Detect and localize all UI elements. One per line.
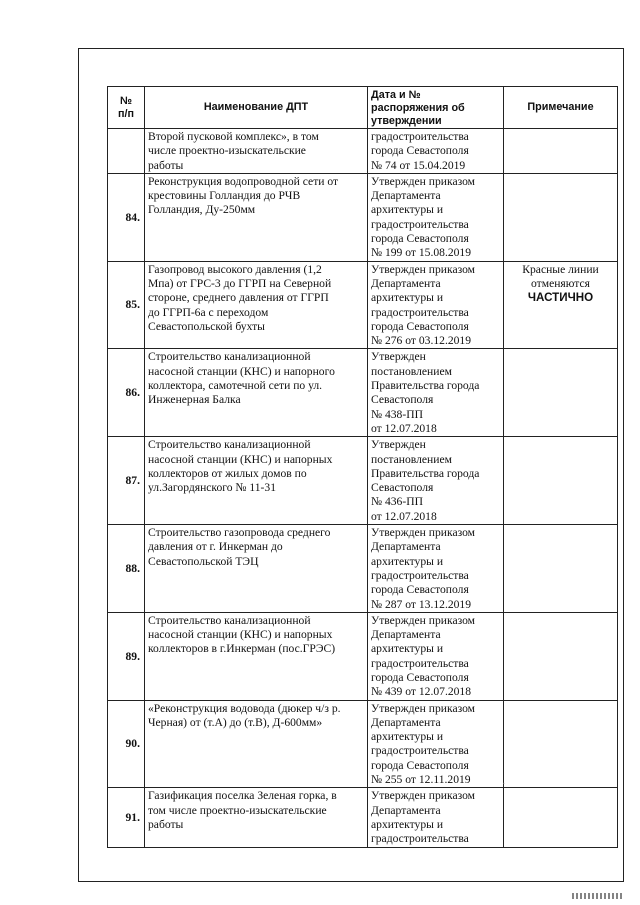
approval-text: Утвержден приказом Департамента архитектуры и градостроительства города Севастополя № 287 от 13.12.2019 xyxy=(371,526,476,611)
dpt-name: Реконструкция водопроводной сети от крестовины Голландия до РЧВ Голландия, Ду-250мм xyxy=(148,174,339,217)
approval-text: Утвержден постановлением Правительства города Севастополя № 436-ПП от 12.07.2018 xyxy=(371,438,480,523)
approval-text: Утвержден приказом Департамента архитектуры и градостроительства города Севастополя № 439 от 12.07.2018 xyxy=(371,613,476,699)
table-row xyxy=(108,129,618,174)
stray-mark: · xyxy=(502,779,506,790)
approval-text: градостроительства города Севастополя № 74 от 15.04.2019 xyxy=(371,130,469,172)
approval-cell xyxy=(368,525,504,613)
row-number xyxy=(108,129,145,174)
header-num: № п/п xyxy=(108,87,145,129)
note-cell xyxy=(504,129,618,174)
approval-cell xyxy=(368,261,504,349)
approval-cell xyxy=(368,788,504,847)
row-number: 91. xyxy=(108,788,145,847)
note-cell xyxy=(504,788,618,847)
dpt-name-cell xyxy=(145,525,368,613)
approval-cell xyxy=(368,437,504,525)
table-row xyxy=(108,437,618,525)
dpt-name-cell xyxy=(145,349,368,437)
note-cell xyxy=(504,437,618,525)
approval-text: Утвержден постановлением Правительства города Севастополя № 438-ПП от 12.07.2018 xyxy=(371,350,480,435)
table-row xyxy=(108,525,618,613)
dpt-name-cell xyxy=(145,612,368,700)
approval-cell xyxy=(368,349,504,437)
dpt-name: Строительство газопровода среднего давления от г. Инкерман до Севастопольской ТЭЦ xyxy=(148,526,331,568)
scan-mark xyxy=(572,893,624,899)
table-row xyxy=(108,612,618,700)
table-row xyxy=(108,349,618,437)
approval-cell xyxy=(368,612,504,700)
approval-text: Утвержден приказом Департамента архитектуры и градостроительства города Севастополя № 276 от 03.12.2019 xyxy=(371,262,476,348)
row-number: 86. xyxy=(108,349,145,437)
approval-text: Утвержден приказом Департамента архитектуры и градостроительства xyxy=(371,789,476,846)
dpt-name-cell xyxy=(145,437,368,525)
dpt-name: Строительство канализационной насосной станции (КНС) и напорных коллекторов от жилых домов по ул.Загордянского № 11-31 xyxy=(148,438,333,495)
row-number: 85. xyxy=(108,261,145,349)
note-cell xyxy=(504,700,618,788)
note-line: ЧАСТИЧНО xyxy=(527,291,594,305)
note-cell xyxy=(504,612,618,700)
note-cell xyxy=(504,261,618,349)
row-number: 87. xyxy=(108,437,145,525)
row-number: 90. xyxy=(108,700,145,788)
dpt-name-cell xyxy=(145,173,368,261)
header-date: Дата и № распоряжения об утверждении xyxy=(368,87,504,129)
approval-cell xyxy=(368,129,504,174)
dpt-name-cell xyxy=(145,700,368,788)
dpt-name-cell xyxy=(145,788,368,847)
dpt-name: Строительство канализационной насосной станции (КНС) и напорного коллектора, самотечной сети по ул. Инженерная Балка xyxy=(148,350,335,407)
dpt-name-cell xyxy=(145,261,368,349)
row-number: 84. xyxy=(108,173,145,261)
row-number: 89. xyxy=(108,612,145,700)
approval-cell xyxy=(368,173,504,261)
dpt-name: Газопровод высокого давления (1,2 Мпа) от ГРС-3 до ГГРП на Северной стороне, среднего давления от ГГРП до ГГРП-6а с переходом Севастопольской бухты xyxy=(148,262,332,333)
table-row xyxy=(108,261,618,349)
approval-cell xyxy=(368,700,504,788)
dpt-name: Второй пусковой комплекс», в том числе проектно-изыскательские работы xyxy=(148,130,319,172)
approval-text: Утвержден приказом Департамента архитектуры и градостроительства города Севастополя № 199 от 15.08.2019 xyxy=(371,174,476,260)
dpt-table xyxy=(107,86,618,848)
note-cell xyxy=(504,525,618,613)
dpt-name: Газификация поселка Зеленая горка, в том числе проектно-изыскательские работы xyxy=(148,789,337,831)
dpt-name: Строительство канализационной насосной станции (КНС) и напорных коллекторов в г.Инкерман (пос.ГРЭС) xyxy=(148,613,336,656)
header-note: Примечание xyxy=(504,87,618,129)
note-line: отменяются xyxy=(531,276,590,290)
row-number: 88. xyxy=(108,525,145,613)
table-row xyxy=(108,173,618,261)
header-name: Наименование ДПТ xyxy=(145,87,368,129)
dpt-name: «Реконструкция водовода (дюкер ч/з р. Черная) от (т.А) до (т.В), Д-600мм» xyxy=(148,701,341,729)
table-header-row xyxy=(108,87,618,129)
dpt-name-cell xyxy=(145,129,368,174)
note-line: Красные линии xyxy=(522,262,599,276)
table-row xyxy=(108,700,618,788)
approval-text: Утвержден приказом Департамента архитектуры и градостроительства города Севастополя № 255 от 12.11.2019 xyxy=(371,701,476,787)
note-cell xyxy=(504,173,618,261)
note-cell xyxy=(504,349,618,437)
table-row xyxy=(108,788,618,847)
